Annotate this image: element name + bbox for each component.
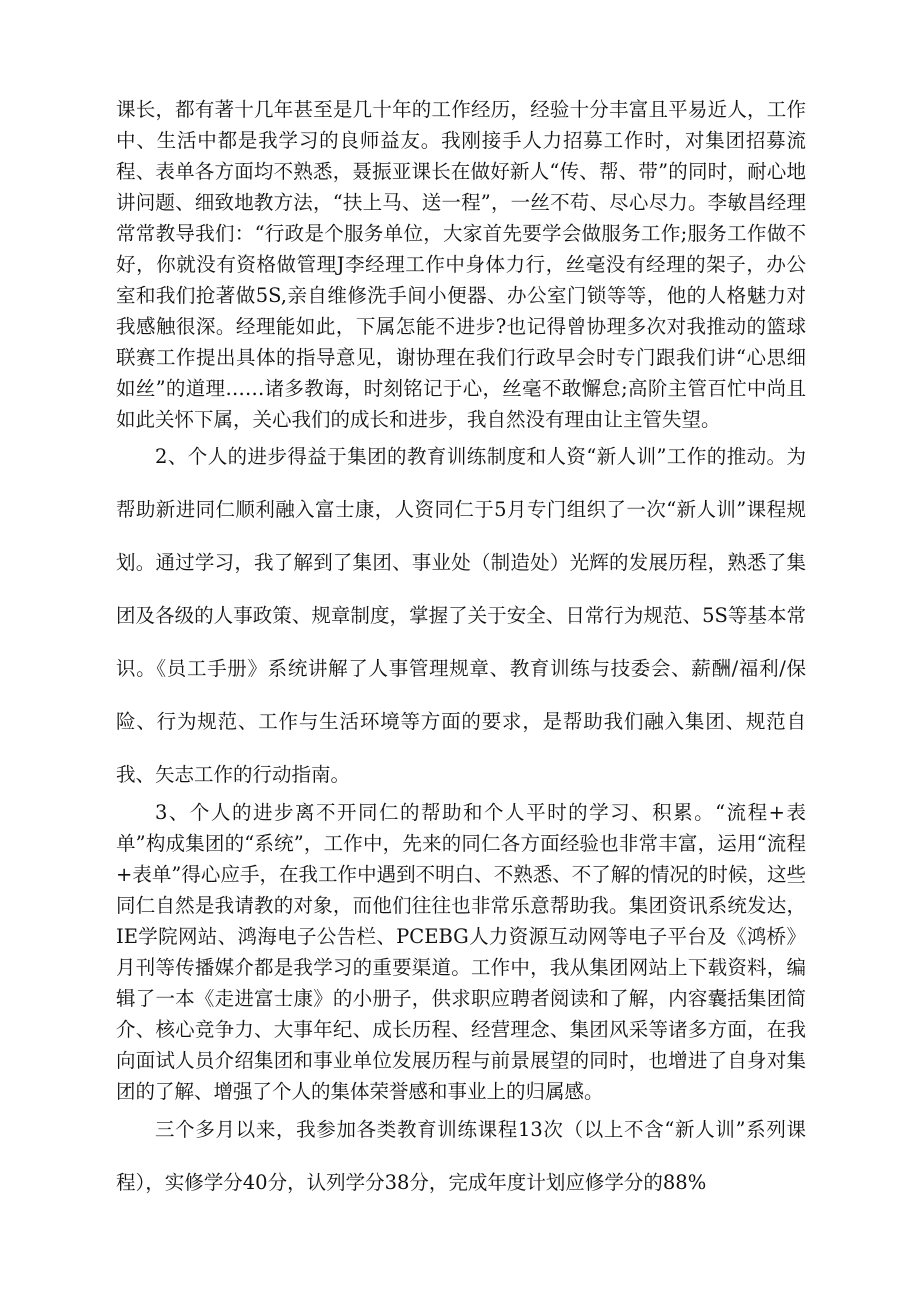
paragraph-training-credits: 三个多月以来，我参加各类教育训练课程13次（以上不含“新人训”系列课程），实修学分40分，认列学分38分，完成年度计划应修学分的88% — [116, 1118, 806, 1194]
paragraph-new-hire-training: 2、个人的进步得益于集团的教育训练制度和人资“新人训”工作的推动。为帮助新进同仁顺利融入富士康，人资同仁于5月专门组织了一次“新人训”课程规划。通过学习，我了解到了集团、事业处（制造处）光辉的发展历程，熟悉了集团及各级的人事政策、规章制度，掌握了关于安全、日常行为规范、5S等基本常识。《员工手册》系统讲解了人事管理规章、教育训练与技委会、薪酬/福利/保险、行为规范、工作与生活环境等方面的要求，是帮助我们融入集团、规范自我、矢志工作的行动指南。 — [116, 445, 806, 786]
paragraph-colleague-help: 3、个人的进步离不开同仁的帮助和个人平时的学习、积累。“流程+表单”构成集团的“系统”，工作中，先来的同仁各方面经验也非常丰富，运用“流程+表单”得心应手，在我工作中遇到不明白、不熟悉、不了解的情况的时候，这些同仁自然是我请教的对象，而他们往往也非常乐意帮助我。集团资讯系统发达，IE学院网站、鸿海电子公告栏、PCEBG人力资源互动网等电子平台及《鸿桥》月刊等传播媒介都是我学习的重要渠道。工作中，我从集团网站上下载资料，编辑了一本《走进富士康》的小册子，供求职应聘者阅读和了解，内容囊括集团简介、核心竞争力、大事年纪、成长历程、经营理念、集团风采等诸多方面，在我向面试人员介绍集团和事业单位发展历程与前景展望的同时，也增进了自身对集团的了解、增强了个人的集体荣誉感和事业上的归属感。 — [116, 801, 806, 1103]
paragraph-mentors: 课长，都有著十几年甚至是几十年的工作经历，经验十分丰富且平易近人，工作中、生活中都是我学习的良师益友。我刚接手人力招募工作时，对集团招募流程、表单各方面均不熟悉，聂振亚课长在做好新人“传、帮、带”的同时，耐心地讲问题、细致地教方法，“扶上马、送一程”，一丝不苟、尽心尽力。李敏昌经理常常教导我们：“行政是个服务单位，大家首先要学会做服务工作;服务工作做不好，你就没有资格做管理J李经理工作中身体力行，丝毫没有经理的架子，办公室和我们抢著做5S,亲自维修洗手间小便器、办公室门锁等等，他的人格魅力对我感触很深。经理能如此，下属怎能不进步?也记得曾协理多次对我推动的篮球联赛工作提出具体的指导意见，谢协理在我们行政早会时专门跟我们讲“心思细如丝”的道理……诸多教诲，时刻铭记于心，丝毫不敢懈怠;高阶主管百忙中尚且如此关怀下属，关心我们的成长和进步，我自然没有理由让主管失望。 — [116, 98, 806, 431]
